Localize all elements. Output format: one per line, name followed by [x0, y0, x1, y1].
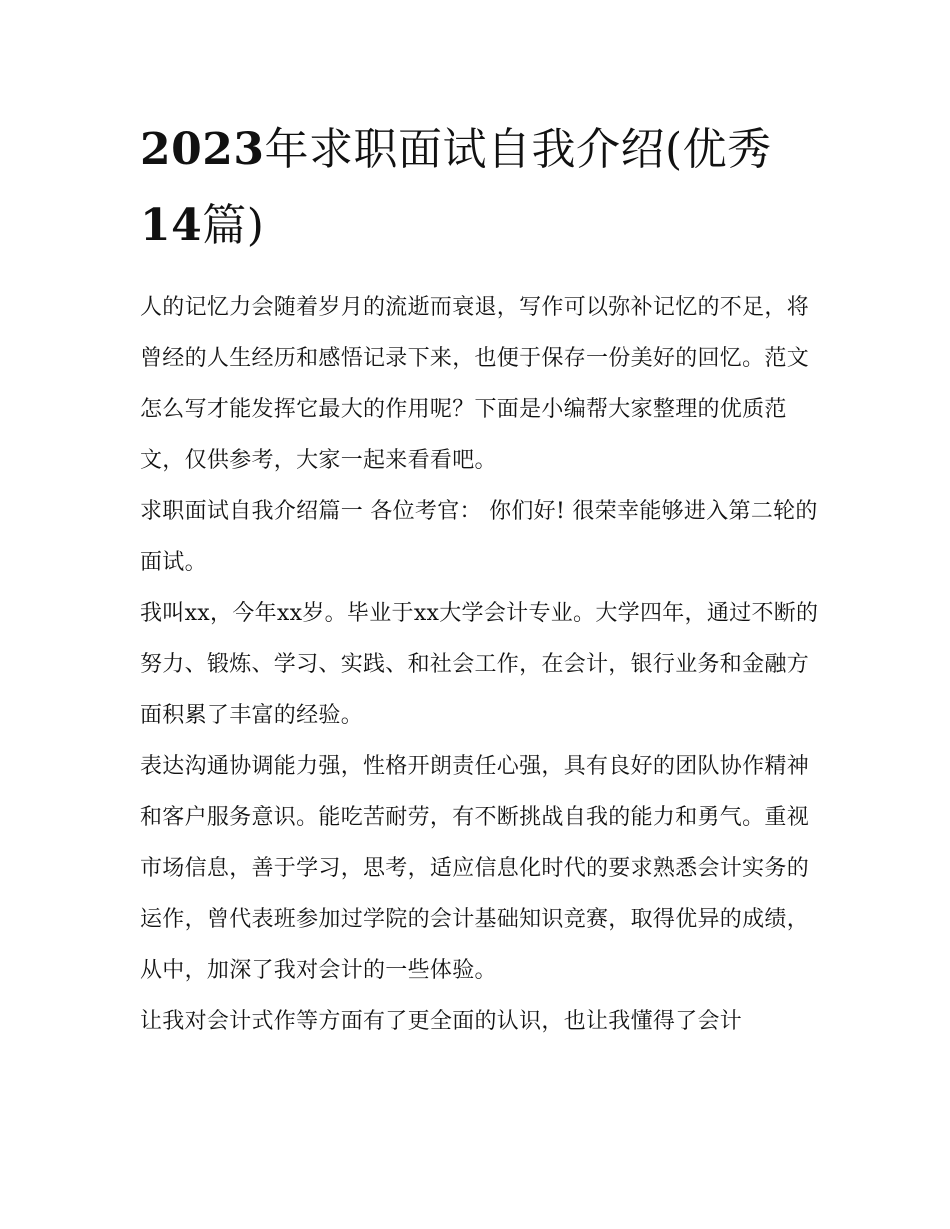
strengths-paragraph: 表达沟通协调能力强，性格开朗责任心强，具有良好的团队协作精神和客户服务意识。能吃苦耐劳，有不断挑战自我的能力和勇气。重视市场信息，善于学习，思考，适应信息化时代的要求熟悉会计实务的运作，曾代表班参加过学院的会计基础知识竞赛，取得优异的成绩，从中，加深了我对会计的一些体验。 [140, 754, 810, 983]
document-page [140, 112, 820, 1047]
intro-paragraph: 人的记忆力会随着岁月的流逝而衰退，写作可以弥补记忆的不足，将曾经的人生经历和感悟记录下来，也便于保存一份美好的回忆。范文怎么写才能发挥它最大的作用呢？下面是小编帮大家整理的优质范文，仅供参考，大家一起来看看吧。 [140, 295, 810, 473]
title-text-2: 篇) [202, 200, 265, 251]
background-paragraph: 我叫xx，今年xx岁。毕业于xx大学会计专业。大学四年，通过不断的努力、锻炼、学习、实践、和社会工作，在会计，银行业务和金融方面积累了丰富的经验。 [140, 601, 819, 728]
greeting-paragraph: 求职面试自我介绍篇一 各位考官： 你们好! 很荣幸能够进入第二轮的面试。 [140, 499, 818, 575]
title-year: 2023 [140, 124, 265, 175]
document-title [140, 112, 820, 264]
title-count: 14 [140, 200, 203, 251]
continuation-paragraph: 让我对会计式作等方面有了更全面的认识，也让我懂得了会计 [140, 1009, 743, 1034]
title-text-1: 年求职面试自我介绍(优秀 [264, 124, 772, 175]
